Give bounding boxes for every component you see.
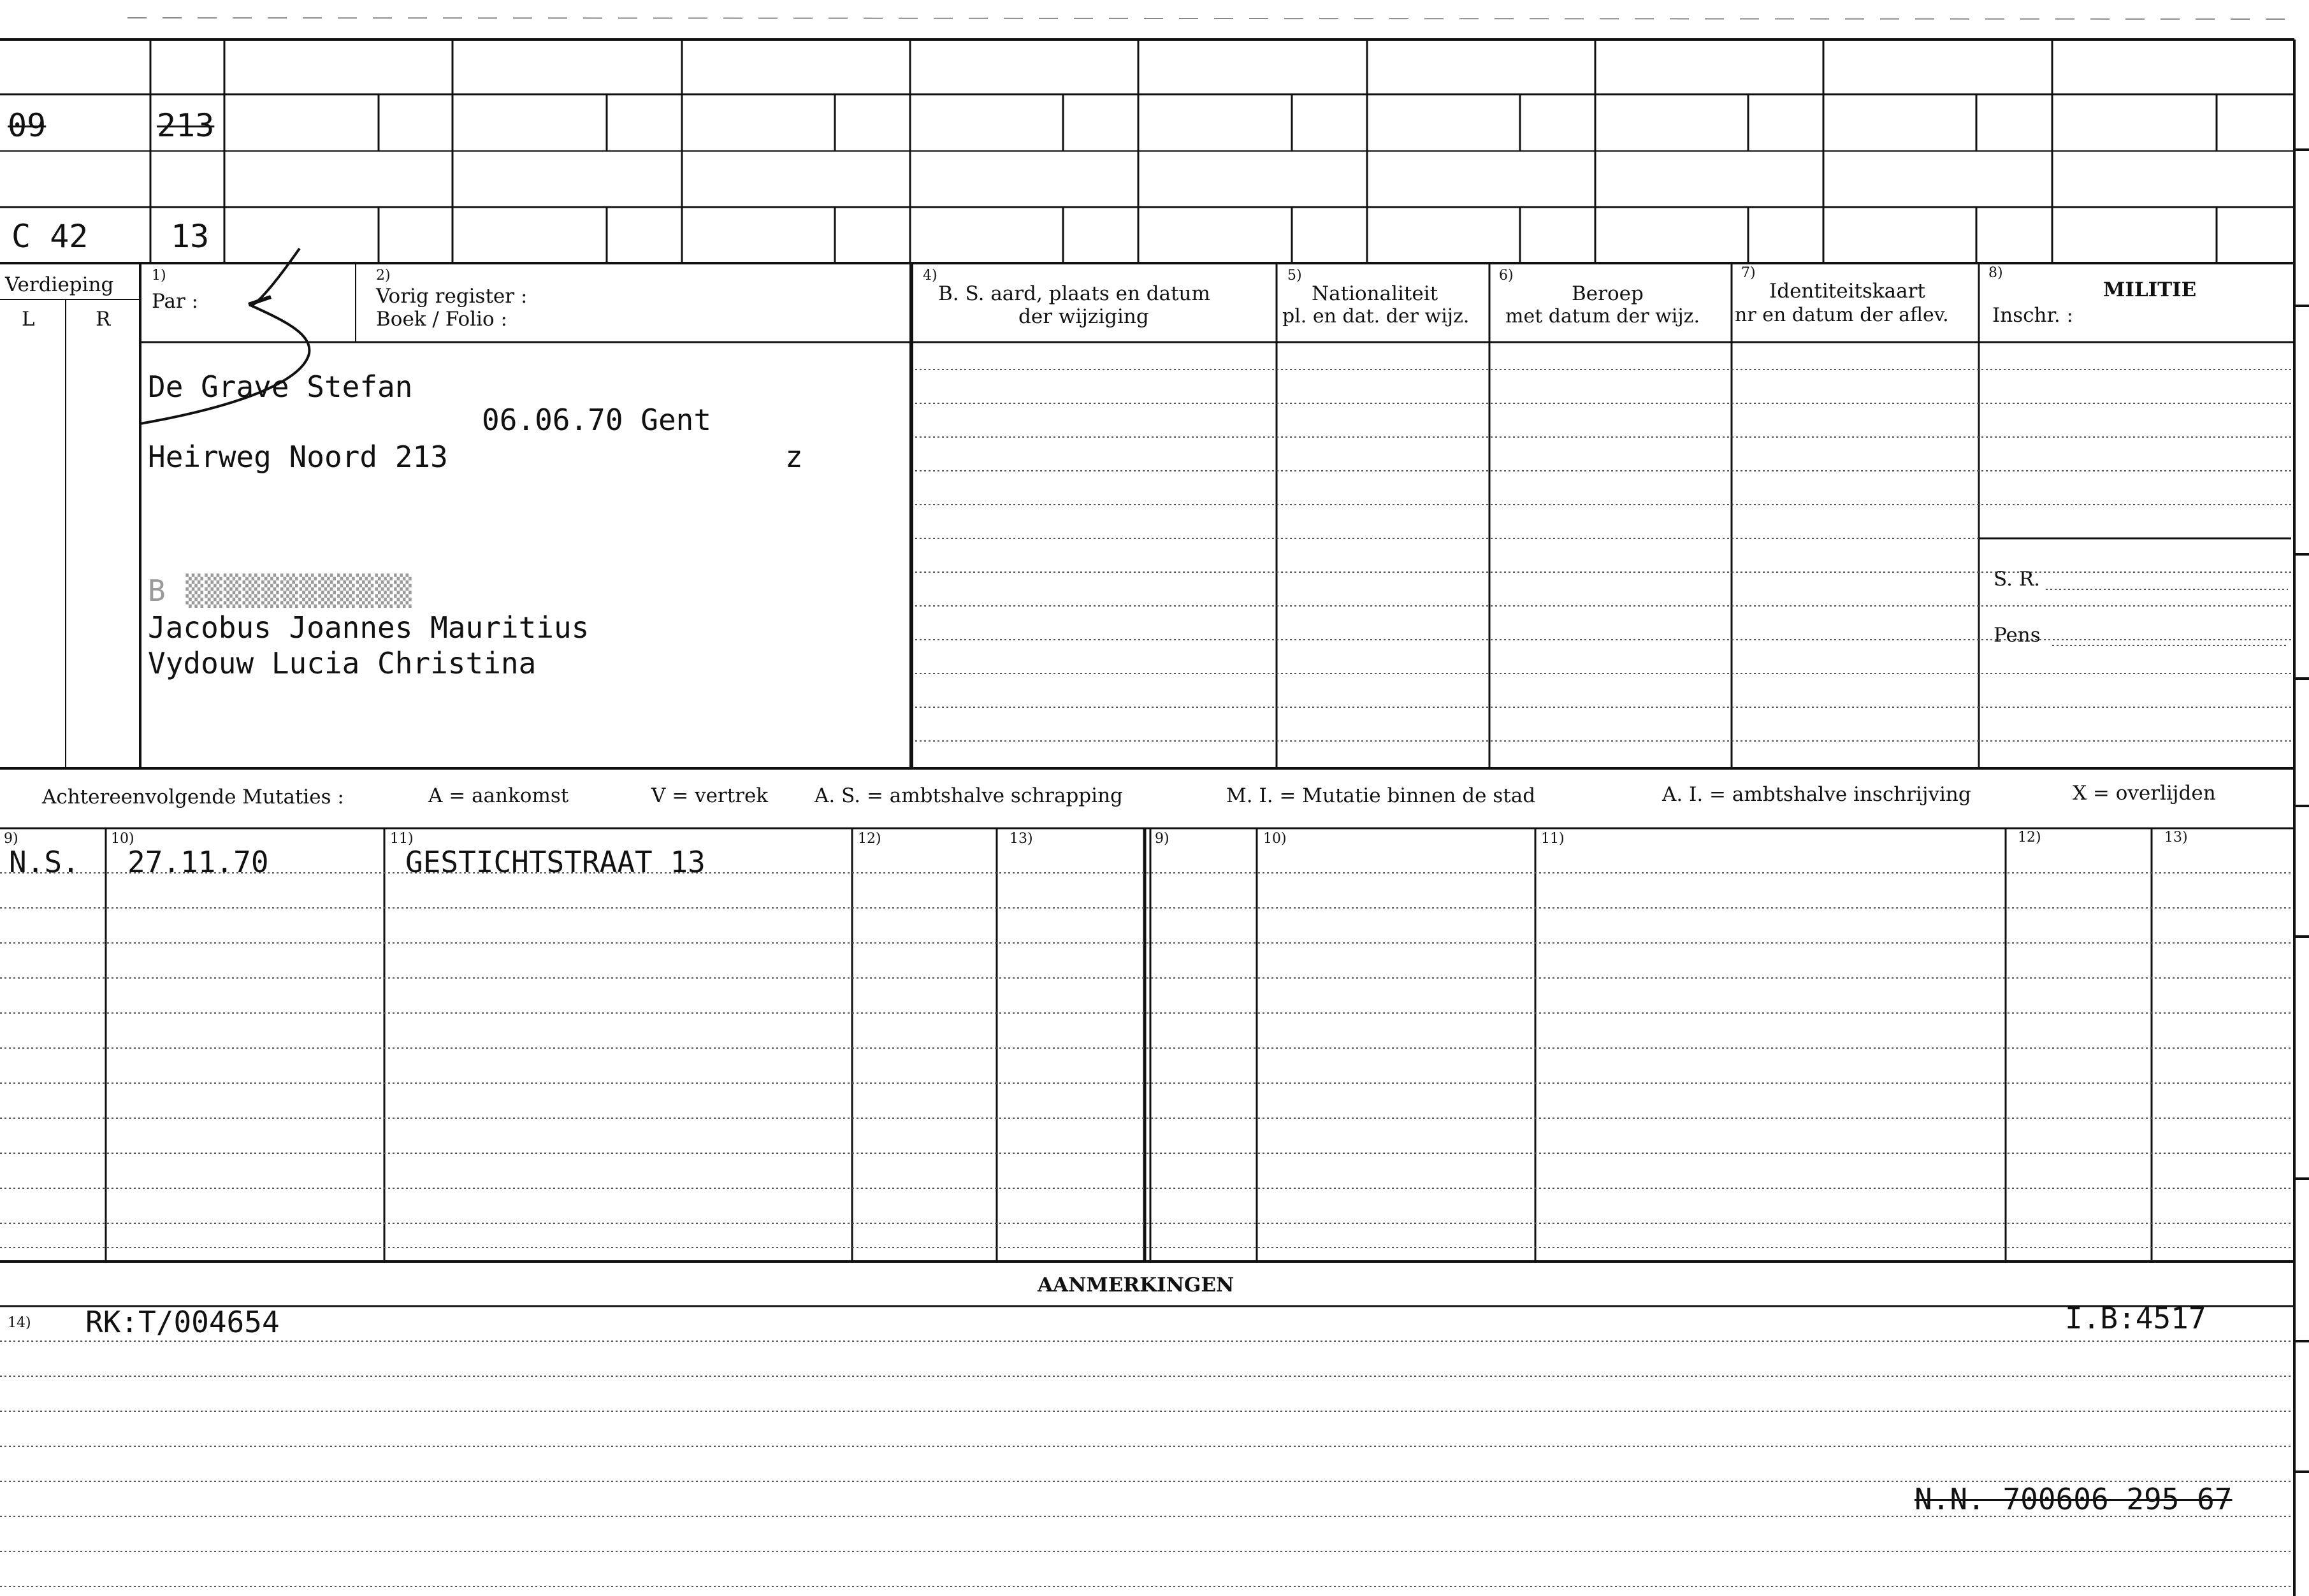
header-boek-folio: Boek / Folio : — [376, 308, 507, 331]
mutation-row1-date: 27.11.70 — [127, 845, 269, 879]
header-beroep: Beroep — [1572, 282, 1644, 305]
mutation-col-12: 12) — [858, 831, 881, 847]
legend-x: X = overlijden — [2073, 782, 2216, 805]
person-father: Jacobus Joannes Mauritius — [148, 610, 590, 645]
top-grid-old-code: 09 — [8, 107, 47, 144]
person-mother: Vydouw Lucia Christina — [148, 646, 537, 680]
header-der-wijziging: der wijziging — [1018, 305, 1149, 328]
mutation-col-9: 9) — [4, 831, 18, 847]
top-grid-code: C 42 — [11, 218, 89, 255]
person-birth: 06.06.70 Gent — [482, 403, 712, 437]
remarks-nn: N.N. 700606 295 67 — [1915, 1482, 2233, 1516]
remarks-num-14: 14) — [8, 1315, 31, 1331]
person-name: De Grave Stefan — [148, 370, 413, 404]
header-l: L — [22, 308, 35, 331]
remarks-ib: I.B:4517 — [2065, 1301, 2206, 1335]
header-num-1: 1) — [152, 268, 166, 284]
legend-ai: A. I. = ambtshalve inschrijving — [1662, 783, 1971, 806]
mutation-row1-address: GESTICHTSTRAAT 13 — [405, 845, 706, 879]
header-num-7: 7) — [1741, 265, 1756, 281]
legend-v: V = vertrek — [651, 784, 769, 807]
mutation-col-10b: 10) — [1263, 831, 1287, 847]
header-bs-aard: B. S. aard, plaats en datum — [938, 282, 1210, 305]
header-num-6: 6) — [1499, 268, 1514, 284]
person-address: Heirweg Noord 213 — [148, 440, 448, 474]
mutation-col-11: 11) — [390, 831, 414, 847]
mutation-col-12b: 12) — [2018, 830, 2041, 845]
label-sr: S. R. — [1994, 568, 2041, 591]
header-r: R — [96, 308, 111, 331]
header-num-4: 4) — [923, 268, 937, 284]
person-parents-line-faded: B ▒▒▒▒▒▒▒▒▒▒▒▒ — [148, 573, 413, 608]
header-inschr: Inschr. : — [1992, 304, 2074, 327]
header-verdieping: Verdieping — [5, 273, 114, 296]
person-z-mark: z — [785, 440, 803, 474]
header-identiteitskaart-sub: nr en datum der aflev. — [1735, 304, 1949, 326]
mutation-row1-type: N.S. — [9, 845, 80, 879]
header-beroep-sub: met datum der wijz. — [1505, 305, 1700, 327]
top-grid-number: 13 — [171, 218, 210, 255]
header-num-5: 5) — [1287, 268, 1302, 284]
legend-title: Achtereenvolgende Mutaties : — [42, 786, 344, 809]
mutation-col-13: 13) — [1010, 831, 1033, 847]
header-num-2: 2) — [376, 268, 391, 284]
top-grid-old-number: 213 — [157, 107, 215, 144]
header-num-8: 8) — [1988, 265, 2003, 281]
mutation-col-11b: 11) — [1541, 831, 1565, 847]
header-nationaliteit-sub: pl. en dat. der wijz. — [1282, 305, 1470, 327]
legend-a: A = aankomst — [428, 784, 569, 807]
header-nationaliteit: Nationaliteit — [1312, 282, 1438, 305]
handwritten-mark-icon — [140, 242, 395, 452]
header-identiteitskaart: Identiteitskaart — [1769, 280, 1925, 303]
header-vorig-register: Vorig register : — [376, 285, 528, 308]
header-militie: MILITIE — [2103, 278, 2197, 301]
legend-mi: M. I. = Mutatie binnen de stad — [1226, 784, 1536, 807]
label-pens: Pens — [1994, 624, 2041, 647]
mutation-col-13b: 13) — [2164, 830, 2188, 845]
mutation-col-9b: 9) — [1155, 831, 1169, 847]
remarks-rk: RK:T/004654 — [85, 1305, 280, 1339]
legend-as: A. S. = ambtshalve schrapping — [814, 784, 1123, 807]
remarks-title: AANMERKINGEN — [1038, 1274, 1234, 1297]
header-par: Par : — [152, 290, 199, 313]
mutation-col-10: 10) — [111, 831, 134, 847]
